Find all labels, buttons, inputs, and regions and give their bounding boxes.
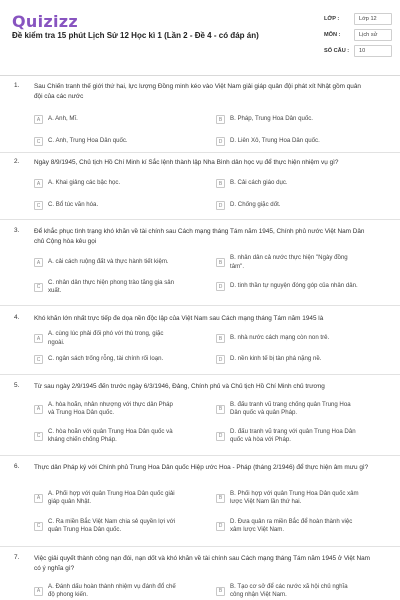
- option-text: A. cải cách ruộng đất và thực hành tiết kiệm.: [48, 258, 169, 266]
- option-letter: C: [34, 522, 43, 531]
- question-divider: [0, 219, 400, 220]
- option-letter: C: [34, 355, 43, 364]
- quizizz-logo[interactable]: Quizizz: [12, 12, 78, 31]
- question-number: 2.: [14, 158, 20, 165]
- option-text: A. Khai giảng các bậc học.: [48, 179, 121, 187]
- option-letter: B: [216, 258, 225, 267]
- option-letter: A: [34, 115, 43, 124]
- option-text: A. Đánh dấu hoàn thành nhiệm vụ đánh đổ chế độ phong kiến.: [48, 582, 176, 598]
- option-text: A. cùng lúc phải đối phó với thù trong, giặc ngoài.: [48, 330, 164, 346]
- option-letter: D: [216, 201, 225, 210]
- option-letter: D: [216, 355, 225, 364]
- option-text: B. nhân dân cả nước thực hiện "Ngày đồng tâm".: [230, 254, 348, 270]
- option-text: C. hòa hoãn với quân Trung Hoa Dân quốc và kháng chiến chống Pháp.: [48, 427, 173, 443]
- question-text: Khó khăn lớn nhất trực tiếp đe dọa nền độc lập của Việt Nam sau Cách mạng tháng Tám năm 1945 là: [34, 315, 324, 322]
- option-text: C. Anh, Trung Hoa Dân quốc.: [48, 137, 128, 145]
- option-d[interactable]: [216, 134, 394, 149]
- option-letter: B: [216, 334, 225, 343]
- worksheet-meta: [324, 12, 392, 60]
- meta-count-label: SỐ CÂU :: [324, 47, 350, 54]
- option-text: C. ngân sách trống rỗng, tài chính rối loạn.: [48, 355, 164, 363]
- option-c[interactable]: [34, 515, 212, 537]
- option-letter: D: [216, 522, 225, 531]
- option-b[interactable]: [216, 580, 394, 600]
- option-letter: B: [216, 587, 225, 596]
- option-text: D. nền kinh tế bị tàn phá nặng nề.: [230, 355, 322, 363]
- option-c[interactable]: [34, 425, 212, 447]
- option-text: C. Ra miền Bắc Việt Nam chia sẻ quyền lợi với quân Trung Hoa Dân quốc.: [48, 517, 176, 533]
- option-b[interactable]: [216, 331, 394, 346]
- option-b[interactable]: [216, 176, 394, 191]
- option-text: B. Phối hợp với quân Trung Hoa Dân quốc xâm lược Việt Nam lần thứ hai.: [230, 489, 359, 505]
- option-text: B. Cải cách giáo dục.: [230, 179, 288, 187]
- question-divider: [0, 152, 400, 153]
- option-letter: A: [34, 334, 43, 343]
- question-text: Từ sau ngày 2/9/1945 đến trước ngày 6/3/1946, Đảng, Chính phủ và Chủ tịch Hồ Chí Minh chủ trương: [34, 383, 325, 390]
- option-letter: A: [34, 494, 43, 503]
- option-letter: B: [216, 115, 225, 124]
- option-text: B. Tạo cơ sở để các nước xã hội chủ nghĩa công nhận Việt Nam.: [230, 582, 348, 598]
- question-text: Để khắc phục tình trạng khó khăn về tài chính sau Cách mạng tháng Tám năm 1945, Chính phủ nước Việt Nam Dân chủ Cộng hòa kêu gọi: [34, 228, 365, 245]
- option-c[interactable]: [34, 352, 212, 367]
- option-letter: B: [216, 494, 225, 503]
- option-letter: A: [34, 587, 43, 596]
- question-text: Ngày 8/9/1945, Chủ tịch Hồ Chí Minh kí Sắc lệnh thành lập Nha Bình dân học vụ để thực hiện nhiệm vụ gì?: [34, 159, 339, 166]
- option-b[interactable]: [216, 487, 394, 509]
- meta-subject-field[interactable]: Lịch sử: [354, 29, 392, 41]
- option-letter: A: [34, 258, 43, 267]
- option-d[interactable]: [216, 425, 394, 447]
- option-d[interactable]: [216, 352, 394, 367]
- option-c[interactable]: [34, 198, 212, 213]
- option-letter: D: [216, 432, 225, 441]
- option-text: D. Liên Xô, Trung Hoa Dân quốc.: [230, 137, 320, 145]
- option-a[interactable]: [34, 487, 212, 509]
- option-letter: C: [34, 137, 43, 146]
- option-letter: B: [216, 179, 225, 188]
- option-text: D. Đưa quân ra miền Bắc để hoàn thành việc xâm lược Việt Nam.: [230, 517, 353, 533]
- question-text: Sau Chiến tranh thế giới thứ hai, lực lượng Đồng minh kéo vào Việt Nam giải giáp quân đội phát xít Nhật gồm quân đội của các nước: [34, 83, 361, 100]
- meta-class-label: LỚP :: [324, 15, 340, 22]
- option-a[interactable]: [34, 580, 212, 600]
- option-text: D. Chống giặc dốt.: [230, 201, 281, 209]
- option-text: D. đấu tranh vũ trang với quân Trung Hoa Dân quốc và hòa với Pháp.: [230, 427, 356, 443]
- meta-count-field[interactable]: 10: [354, 45, 392, 57]
- question-number: 3.: [14, 227, 20, 234]
- question-number: 7.: [14, 554, 20, 561]
- option-letter: C: [34, 201, 43, 210]
- option-text: A. Phối hợp với quân Trung Hoa Dân quốc giải giáp quân Nhật.: [48, 489, 175, 505]
- option-b[interactable]: [216, 112, 394, 127]
- option-letter: A: [34, 405, 43, 414]
- option-letter: C: [34, 283, 43, 292]
- option-a[interactable]: [34, 112, 212, 127]
- option-a[interactable]: [34, 398, 212, 420]
- option-text: A. hòa hoãn, nhân nhượng với thực dân Pháp và Trung Hoa Dân quốc.: [48, 400, 173, 416]
- option-a[interactable]: [34, 255, 212, 270]
- option-d[interactable]: [216, 515, 394, 537]
- meta-class-field[interactable]: Lớp 12: [354, 13, 392, 25]
- question-number: 6.: [14, 463, 20, 470]
- question-divider: [0, 374, 400, 375]
- option-text: B. đấu tranh vũ trang chống quân Trung Hoa Dân quốc và quân Pháp.: [230, 400, 351, 416]
- option-text: A. Anh, Mĩ.: [48, 115, 78, 123]
- question-divider: [0, 546, 400, 547]
- worksheet-header: [0, 0, 400, 76]
- question-divider: [0, 455, 400, 456]
- option-a[interactable]: [34, 176, 212, 191]
- meta-class-row: [324, 12, 392, 25]
- option-letter: C: [34, 432, 43, 441]
- meta-subject-row: [324, 28, 392, 41]
- option-d[interactable]: [216, 279, 394, 294]
- option-text: C. nhân dân thực hiện phong trào tăng gia sản xuất.: [48, 278, 175, 294]
- page-title: Đề kiểm tra 15 phút Lịch Sử 12 Học kì 1 (Lần 2 - Đề 4 - có đáp án): [12, 31, 259, 40]
- question-number: 1.: [14, 82, 20, 89]
- option-b[interactable]: [216, 398, 394, 420]
- option-text: B. Pháp, Trung Hoa Dân quốc.: [230, 115, 313, 123]
- question-text: Thực dân Pháp ký với Chính phủ Trung Hoa Dân quốc Hiệp ước Hoa - Pháp (tháng 2/1946) để thực hiện âm mưu gì?: [34, 464, 369, 471]
- question-number: 4.: [14, 314, 20, 321]
- option-letter: A: [34, 179, 43, 188]
- meta-subject-label: MÔN :: [324, 31, 341, 38]
- question-number: 5.: [14, 382, 20, 389]
- option-a[interactable]: [34, 331, 212, 346]
- option-text: B. nhà nước cách mạng còn non trẻ.: [230, 334, 330, 342]
- option-letter: B: [216, 405, 225, 414]
- option-text: C. Bổ túc văn hóa.: [48, 201, 99, 209]
- option-text: D. tinh thần tự nguyện đóng góp của nhân dân.: [230, 282, 358, 290]
- option-c[interactable]: [34, 134, 212, 149]
- meta-count-row: [324, 44, 392, 57]
- option-d[interactable]: [216, 198, 394, 213]
- option-letter: D: [216, 137, 225, 146]
- option-letter: D: [216, 282, 225, 291]
- option-c[interactable]: [34, 276, 212, 298]
- question-text: Việc giải quyết thành công nạn đói, nạn dốt và khó khăn về tài chính sau Cách mạng tháng Tám năm 1945 ở Việt Nam có ý nghĩa gì?: [34, 555, 371, 572]
- question-divider: [0, 305, 400, 306]
- option-b[interactable]: [216, 255, 394, 270]
